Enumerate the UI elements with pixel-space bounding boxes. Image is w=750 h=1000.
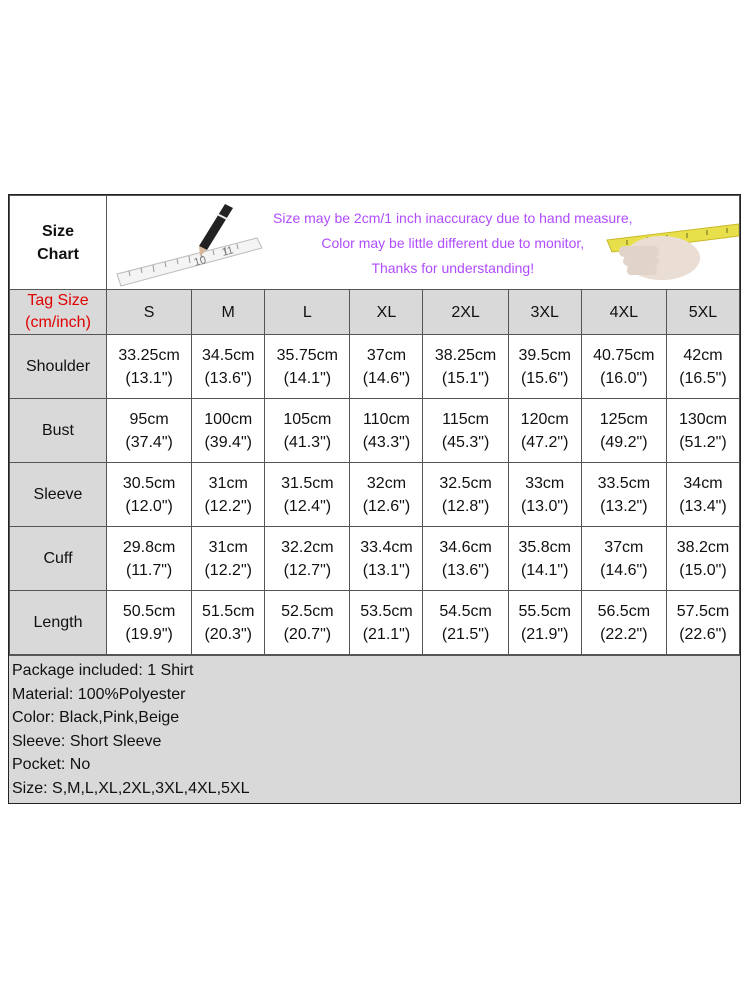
inch-value: (41.3") [283,433,332,451]
cm-value: 34cm [683,474,723,492]
cm-value: 38.2cm [676,538,730,556]
inch-value: (16.0") [600,369,648,387]
product-info [9,655,740,803]
measure-cell [107,463,192,527]
measure-cell [666,527,739,591]
inch-value: (47.2") [520,433,569,451]
inch-value: (43.3") [362,433,411,451]
size-header: 3XL [508,290,581,335]
cm-value: 56.5cm [597,602,651,620]
cm-value: 39.5cm [518,346,571,364]
inch-value: (12.4") [283,497,332,515]
inch-value: (15.0") [679,561,727,579]
inch-value: (13.4") [679,497,727,515]
inch-value: (13.1") [362,561,411,579]
size-header: XL [350,290,423,335]
measure-cell [265,591,350,655]
cm-value: 120cm [520,410,569,428]
cm-value: 110cm [363,410,410,428]
cm-value: 95cm [129,410,169,428]
measure-cell [423,527,508,591]
ruler-mark-11: 11 [220,244,235,259]
measure-cell [192,463,265,527]
banner [107,196,740,290]
measure-cell [107,399,192,463]
cm-value: 32cm [366,474,407,492]
measure-cell [265,463,350,527]
measure-cell [666,591,739,655]
measure-cell [508,399,581,463]
inch-value: (12.8") [441,497,490,515]
measure-cell [350,335,423,399]
info-sleeve: Sleeve: Short Sleeve [12,732,162,750]
note-thanks: Thanks for understanding! [371,260,535,276]
measure-cell [666,335,739,399]
measure-cell [508,527,581,591]
measure-row-sleeve [10,463,740,527]
inch-value: (12.0") [125,497,173,515]
cm-value: 34.5cm [201,346,255,364]
size-header: M [192,290,265,335]
inch-value: (13.2") [600,497,648,515]
measure-row-bust [10,399,740,463]
measure-cell [581,399,666,463]
inch-value: (14.1") [520,561,569,579]
cm-value: 33cm [525,474,565,492]
info-size: Size: S,M,L,XL,2XL,3XL,4XL,5XL [12,779,250,797]
measure-cell [107,527,192,591]
inch-value: (20.7") [283,625,332,643]
measure-cell [265,335,350,399]
measure-cell [581,335,666,399]
cm-value: 51.5cm [201,602,255,620]
cm-value: 33.25cm [118,346,180,364]
cm-value: 53.5cm [360,602,413,620]
row-label: Cuff [10,527,107,591]
note-color: Color may be little different due to monitor, [321,235,585,251]
cm-value: 29.8cm [122,538,176,556]
cm-value: 35.75cm [276,346,339,364]
inch-value: (12.7") [283,561,332,579]
inch-value: (14.1") [283,369,332,387]
cm-value: 125cm [599,410,648,428]
inch-value: (13.6") [204,369,252,387]
inch-value: (39.4") [204,433,252,451]
cm-value: 54.5cm [439,602,492,620]
measure-cell [192,399,265,463]
measure-cell [423,399,508,463]
size-header: L [265,290,350,335]
measure-row-length [10,591,740,655]
inch-value: (51.2") [679,433,727,451]
inch-value: (19.9") [125,625,173,643]
cm-value: 37cm [604,538,644,556]
measure-cell [508,335,581,399]
cm-value: 100cm [204,410,253,428]
cm-value: 32.5cm [439,474,492,492]
inch-value: (21.5") [441,625,490,643]
measure-cell [423,463,508,527]
measure-cell [581,463,666,527]
inch-value: (16.5") [679,369,727,387]
cm-value: 50.5cm [122,602,176,620]
measure-cell [350,399,423,463]
size-chart [8,194,741,804]
cm-value: 30.5cm [122,474,176,492]
cm-value: 34.6cm [439,538,492,556]
inch-value: (21.1") [362,625,411,643]
measure-cell [107,591,192,655]
size-table [9,195,740,655]
measure-cell [581,591,666,655]
row-label: Sleeve [10,463,107,527]
note-accuracy: Size may be 2cm/1 inch inaccuracy due to hand measure, [273,210,633,226]
cm-value: 35.8cm [518,538,571,556]
cm-value: 33.4cm [360,538,413,556]
measure-cell [192,591,265,655]
cm-value: 52.5cm [281,602,334,620]
inch-value: (13.6") [441,561,490,579]
measure-cell [265,527,350,591]
cm-value: 31cm [208,474,248,492]
cm-value: 33.5cm [597,474,651,492]
inch-value: (12.2") [204,561,252,579]
info-material: Material: 100%Polyester [12,685,186,703]
measure-cell [192,335,265,399]
info-pocket: Pocket: No [12,756,91,774]
info-color: Color: Black,Pink,Beige [12,709,180,727]
inch-value: (12.6") [362,497,411,515]
cm-value: 55.5cm [518,602,571,620]
measure-cell [350,591,423,655]
measure-cell [423,591,508,655]
inch-value: (45.3") [441,433,490,451]
header-row [10,290,740,335]
inch-value: (37.4") [125,433,173,451]
row-label: Bust [10,399,107,463]
measure-cell [666,463,739,527]
cm-value: 115cm [442,410,489,428]
measure-cell [265,399,350,463]
cm-value: 105cm [283,410,332,428]
measure-cell [107,335,192,399]
cm-value: 40.75cm [593,346,655,364]
cm-value: 31cm [208,538,248,556]
row-label: Shoulder [10,335,107,399]
cm-value: 31.5cm [281,474,334,492]
cm-value: 32.2cm [281,538,334,556]
inch-value: (15.6") [520,369,569,387]
measure-cell [192,527,265,591]
measure-cell [423,335,508,399]
inch-value: (15.1") [441,369,490,387]
size-header: 2XL [423,290,508,335]
measure-cell [508,591,581,655]
cm-value: 57.5cm [676,602,730,620]
inch-value: (12.2") [204,497,252,515]
inch-value: (20.3") [204,625,252,643]
notes [273,206,633,281]
inch-value: (14.6") [600,561,648,579]
info-package: Package included: 1 Shirt [12,662,194,679]
size-header: 4XL [581,290,666,335]
cm-value: 42cm [683,346,723,364]
inch-value: (11.7") [125,561,173,579]
ruler-icon [117,238,262,286]
measure-cell [581,527,666,591]
inch-value: (22.6") [679,625,727,643]
size-header: 5XL [666,290,739,335]
row-label: Length [10,591,107,655]
size-header: S [107,290,192,335]
inch-value: (21.9") [520,625,569,643]
ruler-mark-10: 10 [192,254,208,269]
inch-value: (14.6") [362,369,411,387]
measure-cell [350,527,423,591]
measure-cell [508,463,581,527]
measure-cell [666,399,739,463]
inch-value: (13.0") [520,497,569,515]
measure-row-shoulder [10,335,740,399]
inch-value: (22.2") [600,625,648,643]
cm-value: 37cm [366,346,407,364]
size-chart-title: Size Chart [10,196,107,290]
inch-value: (49.2") [600,433,648,451]
measure-cell [350,463,423,527]
measure-row-cuff [10,527,740,591]
inch-value: (13.1") [125,369,173,387]
cm-value: 130cm [678,410,727,428]
tag-size-header: Tag Size (cm/inch) [10,290,107,335]
cm-value: 38.25cm [434,346,497,364]
